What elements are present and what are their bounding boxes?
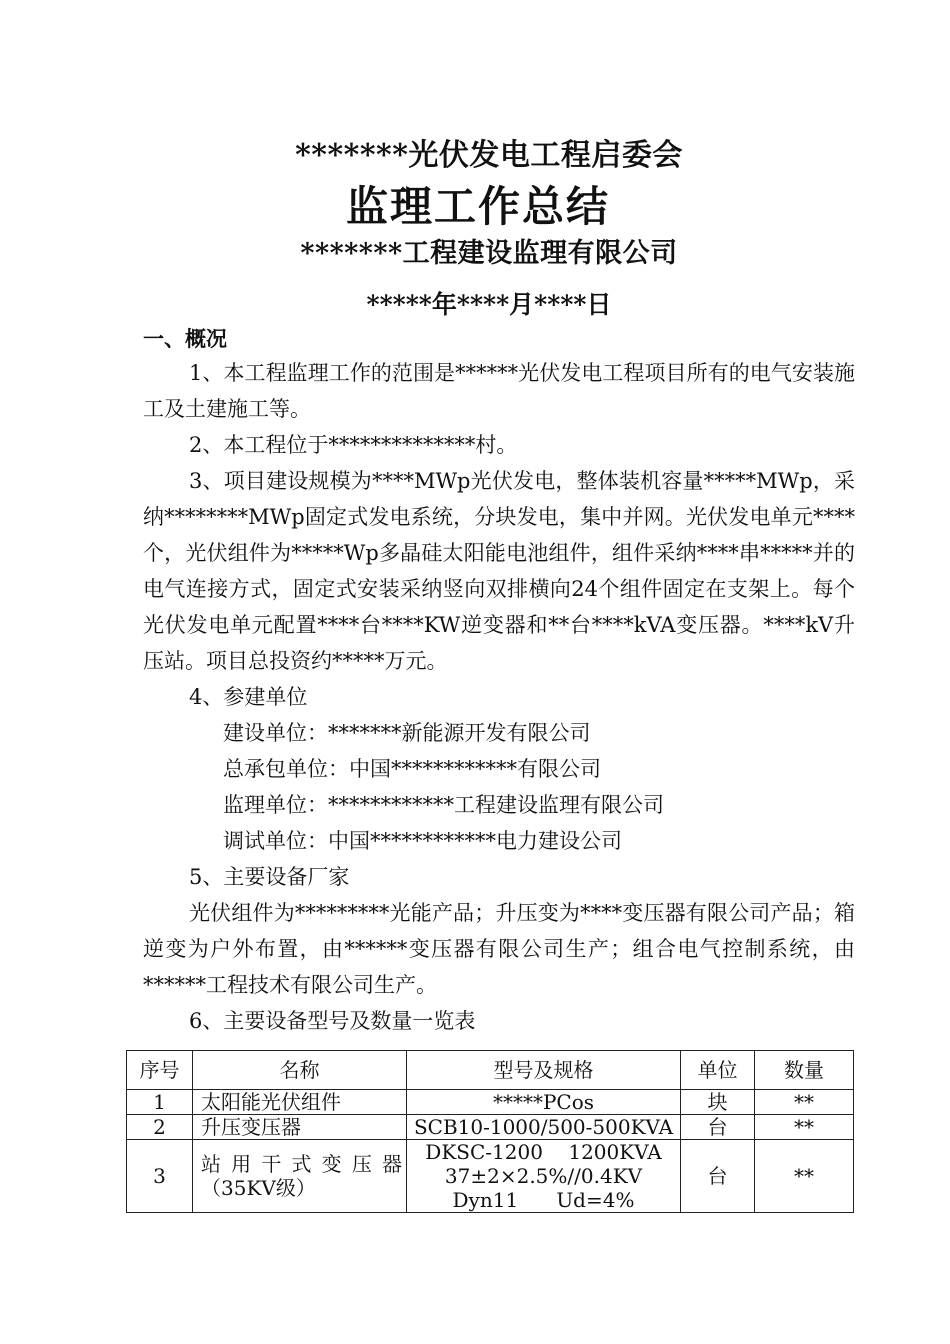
cell-qty: ** (755, 1140, 854, 1213)
cell-name-line: （35KV级） (201, 1176, 316, 1200)
cell-spec (407, 1140, 681, 1213)
table-header-row (127, 1051, 854, 1090)
company-name: *******工程建设监理有限公司 (300, 238, 678, 269)
header-cell: 序号 (127, 1051, 193, 1090)
header-cell: 单位 (681, 1051, 755, 1090)
paragraph-manufacturers-heading: 5、主要设备厂家 (189, 865, 350, 889)
paragraph-scope: 1、本工程监理工作的范围是******光伏发电工程项目所有的电气安装施工及土建施工等。 (143, 361, 855, 421)
cell-no: 2 (127, 1115, 193, 1140)
cell-name-line: 站用干式变压器 (201, 1152, 402, 1176)
cell-no: 3 (127, 1140, 193, 1213)
cell-name (193, 1140, 407, 1213)
header-cell: 数量 (755, 1051, 854, 1090)
table-row (127, 1115, 854, 1140)
cell-name: 太阳能光伏组件 (193, 1090, 407, 1115)
cell-spec-line: 37±2×2.5%//0.4KV (444, 1164, 643, 1188)
unit-owner: 建设单位：*******新能源开发有限公司 (223, 721, 591, 745)
table-row (127, 1140, 854, 1213)
overview-body (143, 355, 855, 1039)
unit-contractor: 总承包单位：中国************有限公司 (223, 757, 601, 781)
cell-qty: ** (755, 1090, 854, 1115)
cell-unit: 块 (681, 1090, 755, 1115)
table-row (127, 1090, 854, 1115)
cell-qty: ** (755, 1115, 854, 1140)
report-title: 监理工作总结 (345, 182, 610, 231)
cell-name: 升压变压器 (193, 1115, 407, 1140)
header-cell: 型号及规格 (407, 1051, 681, 1090)
section-heading-overview: 一、概况 (143, 326, 227, 351)
cell-spec-line: Dyn11 Ud=4% (452, 1188, 635, 1212)
report-date: *****年****月****日 (366, 290, 612, 319)
equipment-table (126, 1050, 854, 1213)
paragraph-equipment-table-heading: 6、主要设备型号及数量一览表 (189, 1009, 476, 1033)
paragraph-participants-heading: 4、参建单位 (189, 685, 308, 709)
paragraph-manufacturers: 光伏组件为*********光能产品；升压变为****变压器有限公司产品；箱逆变为户外布置，由******变压器有限公司生产；组合电气控制系统，由******工程技术有限公司生产。 (143, 901, 855, 997)
cell-spec: *****PCos (407, 1090, 681, 1115)
cell-unit: 台 (681, 1115, 755, 1140)
cell-spec: SCB10-1000/500-500KVA (407, 1115, 681, 1140)
paragraph-location: 2、本工程位于**************村。 (189, 433, 518, 457)
project-title: *******光伏发电工程启委会 (295, 138, 683, 173)
cell-no: 1 (127, 1090, 193, 1115)
cell-spec-line: DKSC-1200 1200KVA (425, 1140, 662, 1164)
unit-supervisor: 监理单位：************工程建设监理有限公司 (223, 793, 664, 817)
cell-unit: 台 (681, 1140, 755, 1213)
unit-commissioning: 调试单位：中国************电力建设公司 (223, 829, 622, 853)
header-cell: 名称 (193, 1051, 407, 1090)
paragraph-scale: 3、项目建设规模为****MWp光伏发电，整体装机容量*****MWp，采纳********MWp固定式发电系统，分块发电，集中并网。光伏发电单元****个，光伏组件为*****Wp多晶硅太阳能电池组件，组件采纳****串*****并的电气连接方式，固定式安装采纳竖向双排横向24个组件固定在支架上。每个光伏发电单元配置****台****KW逆变器和**台****kVA变压器。****kV升压站。项目总投资约*****万元。 (143, 469, 855, 673)
